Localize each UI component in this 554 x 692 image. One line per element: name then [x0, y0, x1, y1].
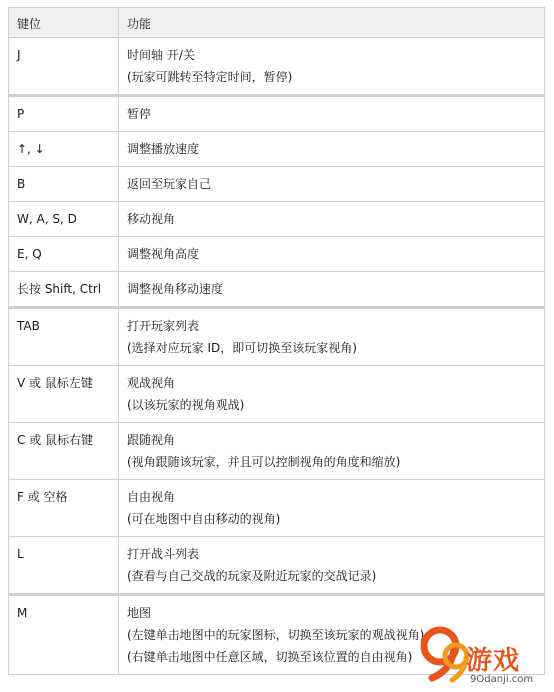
function-title: 跟随视角 — [127, 433, 176, 447]
table-row — [9, 272, 545, 308]
table-row — [9, 308, 545, 366]
function-title: 打开战斗列表 — [127, 547, 200, 561]
keybinding-table — [8, 7, 545, 675]
key-cell: J — [9, 38, 119, 96]
table-row — [9, 423, 545, 480]
key-cell: TAB — [9, 308, 119, 366]
table-row — [9, 38, 545, 96]
function-cell — [119, 202, 545, 237]
header-key: 键位 — [9, 8, 119, 38]
function-note: (查看与自己交战的玩家及附近玩家的交战记录) — [127, 569, 377, 583]
table-header — [9, 8, 545, 38]
function-title: 移动视角 — [127, 212, 176, 226]
key-cell: B — [9, 167, 119, 202]
table-row — [9, 537, 545, 595]
function-title: 地图 — [127, 606, 152, 620]
table-row — [9, 366, 545, 423]
watermark-logo — [418, 622, 554, 692]
function-cell — [119, 167, 545, 202]
header-function: 功能 — [119, 8, 545, 38]
key-cell: 长按 Shift, Ctrl — [9, 272, 119, 308]
table-row — [9, 167, 545, 202]
function-title: 打开玩家列表 — [127, 319, 200, 333]
function-note: (视角跟随该玩家，并且可以控制视角的角度和缩放) — [127, 455, 401, 469]
function-title: 返回至玩家自己 — [127, 177, 212, 191]
function-title: 调整视角高度 — [127, 247, 200, 261]
function-note: (选择对应玩家 ID，即可切换至该玩家视角) — [127, 341, 357, 355]
function-cell — [119, 480, 545, 537]
function-title: 调整视角移动速度 — [127, 282, 224, 296]
table-row — [9, 480, 545, 537]
function-title: 时间轴 开/关 — [127, 48, 195, 62]
function-cell — [119, 537, 545, 595]
key-cell: W, A, S, D — [9, 202, 119, 237]
function-note: (右键单击地图中任意区域，切换至该位置的自由视角) — [127, 650, 413, 664]
function-title: 观战视角 — [127, 376, 176, 390]
function-cell — [119, 132, 545, 167]
key-cell: ↑, ↓ — [9, 132, 119, 167]
function-cell — [119, 96, 545, 132]
function-cell — [119, 366, 545, 423]
key-cell: V 或 鼠标左键 — [9, 366, 119, 423]
key-cell: M — [9, 595, 119, 675]
key-cell: C 或 鼠标右键 — [9, 423, 119, 480]
function-cell — [119, 423, 545, 480]
function-cell — [119, 38, 545, 96]
table-row — [9, 96, 545, 132]
function-note: (玩家可跳转至特定时间，暂停) — [127, 70, 293, 84]
table-row — [9, 132, 545, 167]
function-title: 暂停 — [127, 107, 152, 121]
function-cell — [119, 308, 545, 366]
table-row — [9, 202, 545, 237]
key-cell: F 或 空格 — [9, 480, 119, 537]
watermark-text: 游戏 — [466, 646, 521, 676]
key-cell: P — [9, 96, 119, 132]
function-cell — [119, 272, 545, 308]
function-title: 自由视角 — [127, 490, 176, 504]
function-note: (左键单击地图中的玩家图标，切换至该玩家的观战视角) — [127, 628, 425, 642]
table-body — [9, 38, 545, 675]
function-title: 调整播放速度 — [127, 142, 200, 156]
function-cell — [119, 237, 545, 272]
table-row — [9, 237, 545, 272]
key-cell: L — [9, 537, 119, 595]
function-note: (以该玩家的视角观战) — [127, 398, 245, 412]
key-cell: E, Q — [9, 237, 119, 272]
function-note: (可在地图中自由移动的视角) — [127, 512, 281, 526]
watermark-url: 9Odanji.com — [470, 674, 534, 685]
